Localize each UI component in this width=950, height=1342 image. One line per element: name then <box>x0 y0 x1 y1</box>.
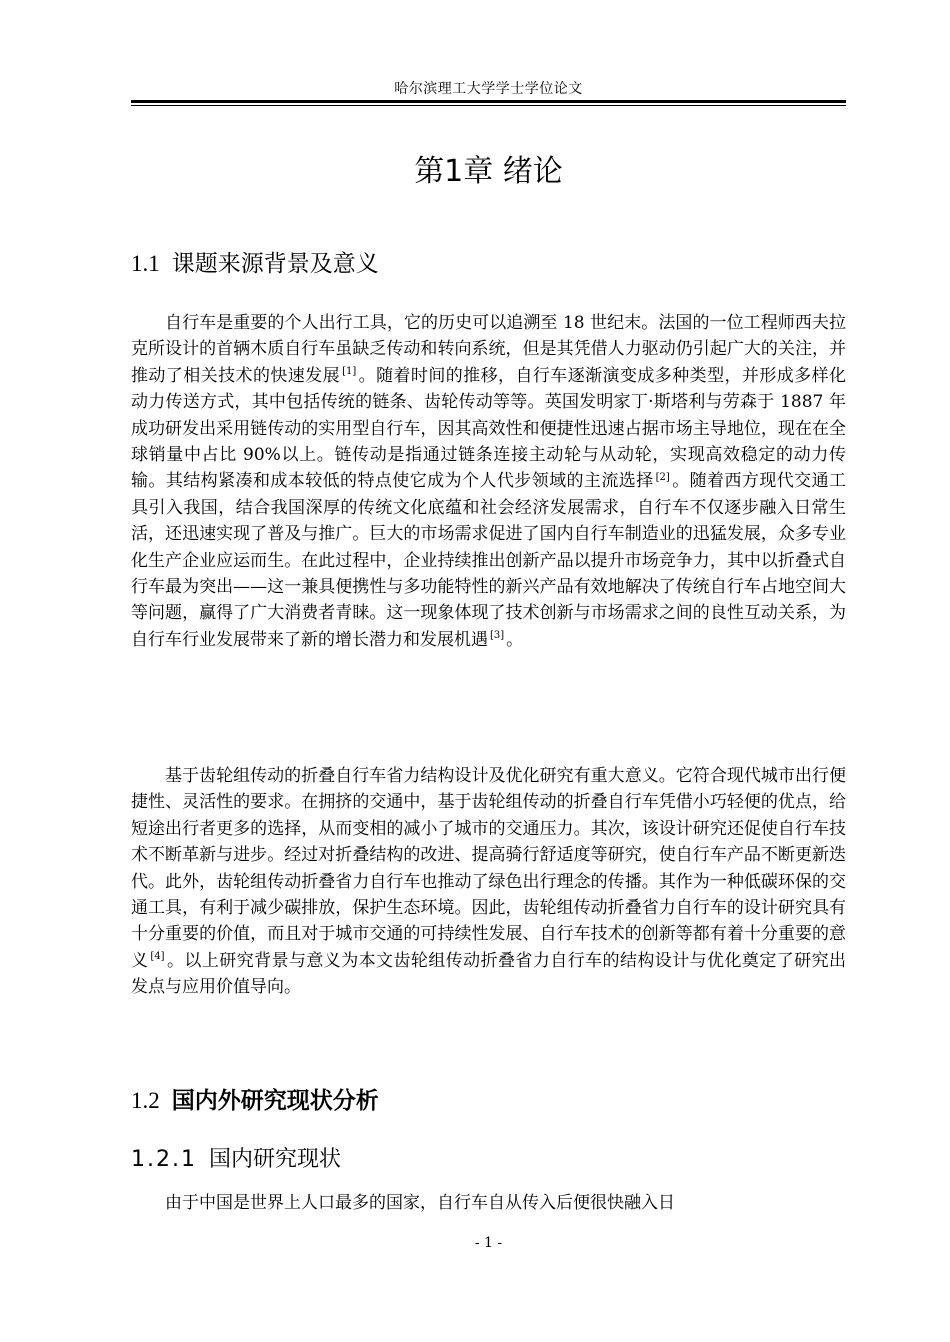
section-heading-1-2 <box>131 1086 846 1116</box>
citation-ref-4: [4] <box>150 951 165 963</box>
citation-ref-3: [3] <box>490 630 505 642</box>
section-heading-1-1 <box>131 249 846 279</box>
paragraph-text: 自行车是重要的个人出行工具，它的历史可以追溯至 18 世纪末。法国的一位工程师西夫拉克所设计的首辆木质自行车虽缺乏传动和转向系统，但是其凭借人力驱动仍引起广大的关注，并推动了相关技术的快速发展 <box>131 313 846 386</box>
citation-ref-2: [2] <box>655 471 670 483</box>
paragraph-text: 。随着西方现代交通工具引入我国，结合我国深厚的传统文化底蕴和社会经济发展需求，自行车不仅逐步融入日常生活，还迅速实现了普及与推广。巨大的市场需求促进了国内自行车制造业的迅猛发展，众多专业化生产企业应运而生。在此过程中，企业持续推出创新产品以提升市场竞争力，其中以折叠式自行车最为突出——这一兼具便携性与多功能特性的新兴产品有效地解决了传统自行车占地空间大等问题，赢得了广大消费者青睐。这一现象体现了技术创新与市场需求之间的良性互动关系，为自行车行业发展带来了新的增长潜力和发展机遇 <box>131 471 847 650</box>
section-number: 1.2 <box>131 1088 160 1113</box>
paragraph-text: 基于齿轮组传动的折叠自行车省力结构设计及优化研究有重大意义。它符合现代城市出行便捷性、灵活性的要求。在拥挤的交通中，基于齿轮组传动的折叠自行车凭借小巧轻便的优点，给短途出行者更多的选择，从而变相的减小了城市的交通压力。其次，该设计研究还促使自行车技术不断革新与进步。经过对折叠结构的改进、提高骑行舒适度等研究，使自行车产品不断更新迭代。此外，齿轮组传动折叠省力自行车也推动了绿色出行理念的传播。其作为一种低碳环保的交通工具，有利于减少碳排放，保护生态环境。因此，齿轮组传动折叠省力自行车的设计研究具有十分重要的价值，而且对于城市交通的可持续性发展、自行车技术的创新等都有着十分重要的意义 <box>131 766 846 971</box>
paragraph-significance <box>131 763 846 1001</box>
header-rule-thick <box>131 100 846 103</box>
paragraph-text: 。 <box>506 629 524 650</box>
chapter-title: 第1章 绪论 <box>414 154 563 189</box>
running-header: 哈尔滨理工大学学士学位论文 <box>394 81 583 97</box>
section-title-text: 国内外研究现状分析 <box>171 1088 379 1114</box>
subsection-title-text: 国内研究现状 <box>208 1147 341 1172</box>
paragraph-domestic-research: 由于中国是世界上人口最多的国家，自行车自从传入后便很快融入日 <box>165 1193 675 1213</box>
paragraph-text: 。随着时间的推移，自行车逐渐演变成多种类型，并形成多样化动力传送方式，其中包括传统的链条、齿轮传动等等。英国发明家丁·斯塔利与劳森于 1887 年成功研发出采用链传动的实用型自行车，因其高效性和便捷性迅速占据市场主导地位，现在在全球销量中占比 90%以上。链传动是指通过链条连接主动轮与从动轮，实现高效稳定的动力传输。其结构紧凑和成本较低的特点使它成为个人代步领域的主流选择 <box>131 365 847 492</box>
paragraph-background <box>131 310 846 653</box>
subsection-number: 1.2.1 <box>131 1147 197 1172</box>
subsection-heading-1-2-1 <box>131 1145 846 1175</box>
citation-ref-1: [1] <box>342 366 357 378</box>
section-title-text: 课题来源背景及意义 <box>171 251 379 277</box>
section-number: 1.1 <box>131 251 160 276</box>
paragraph-text: 。以上研究背景与意义为本文齿轮组传动折叠省力自行车的结构设计与优化奠定了研究出发点与应用价值导向。 <box>131 950 846 998</box>
page-number: - 1 - <box>474 1235 503 1251</box>
header-rule-thin <box>131 105 846 106</box>
